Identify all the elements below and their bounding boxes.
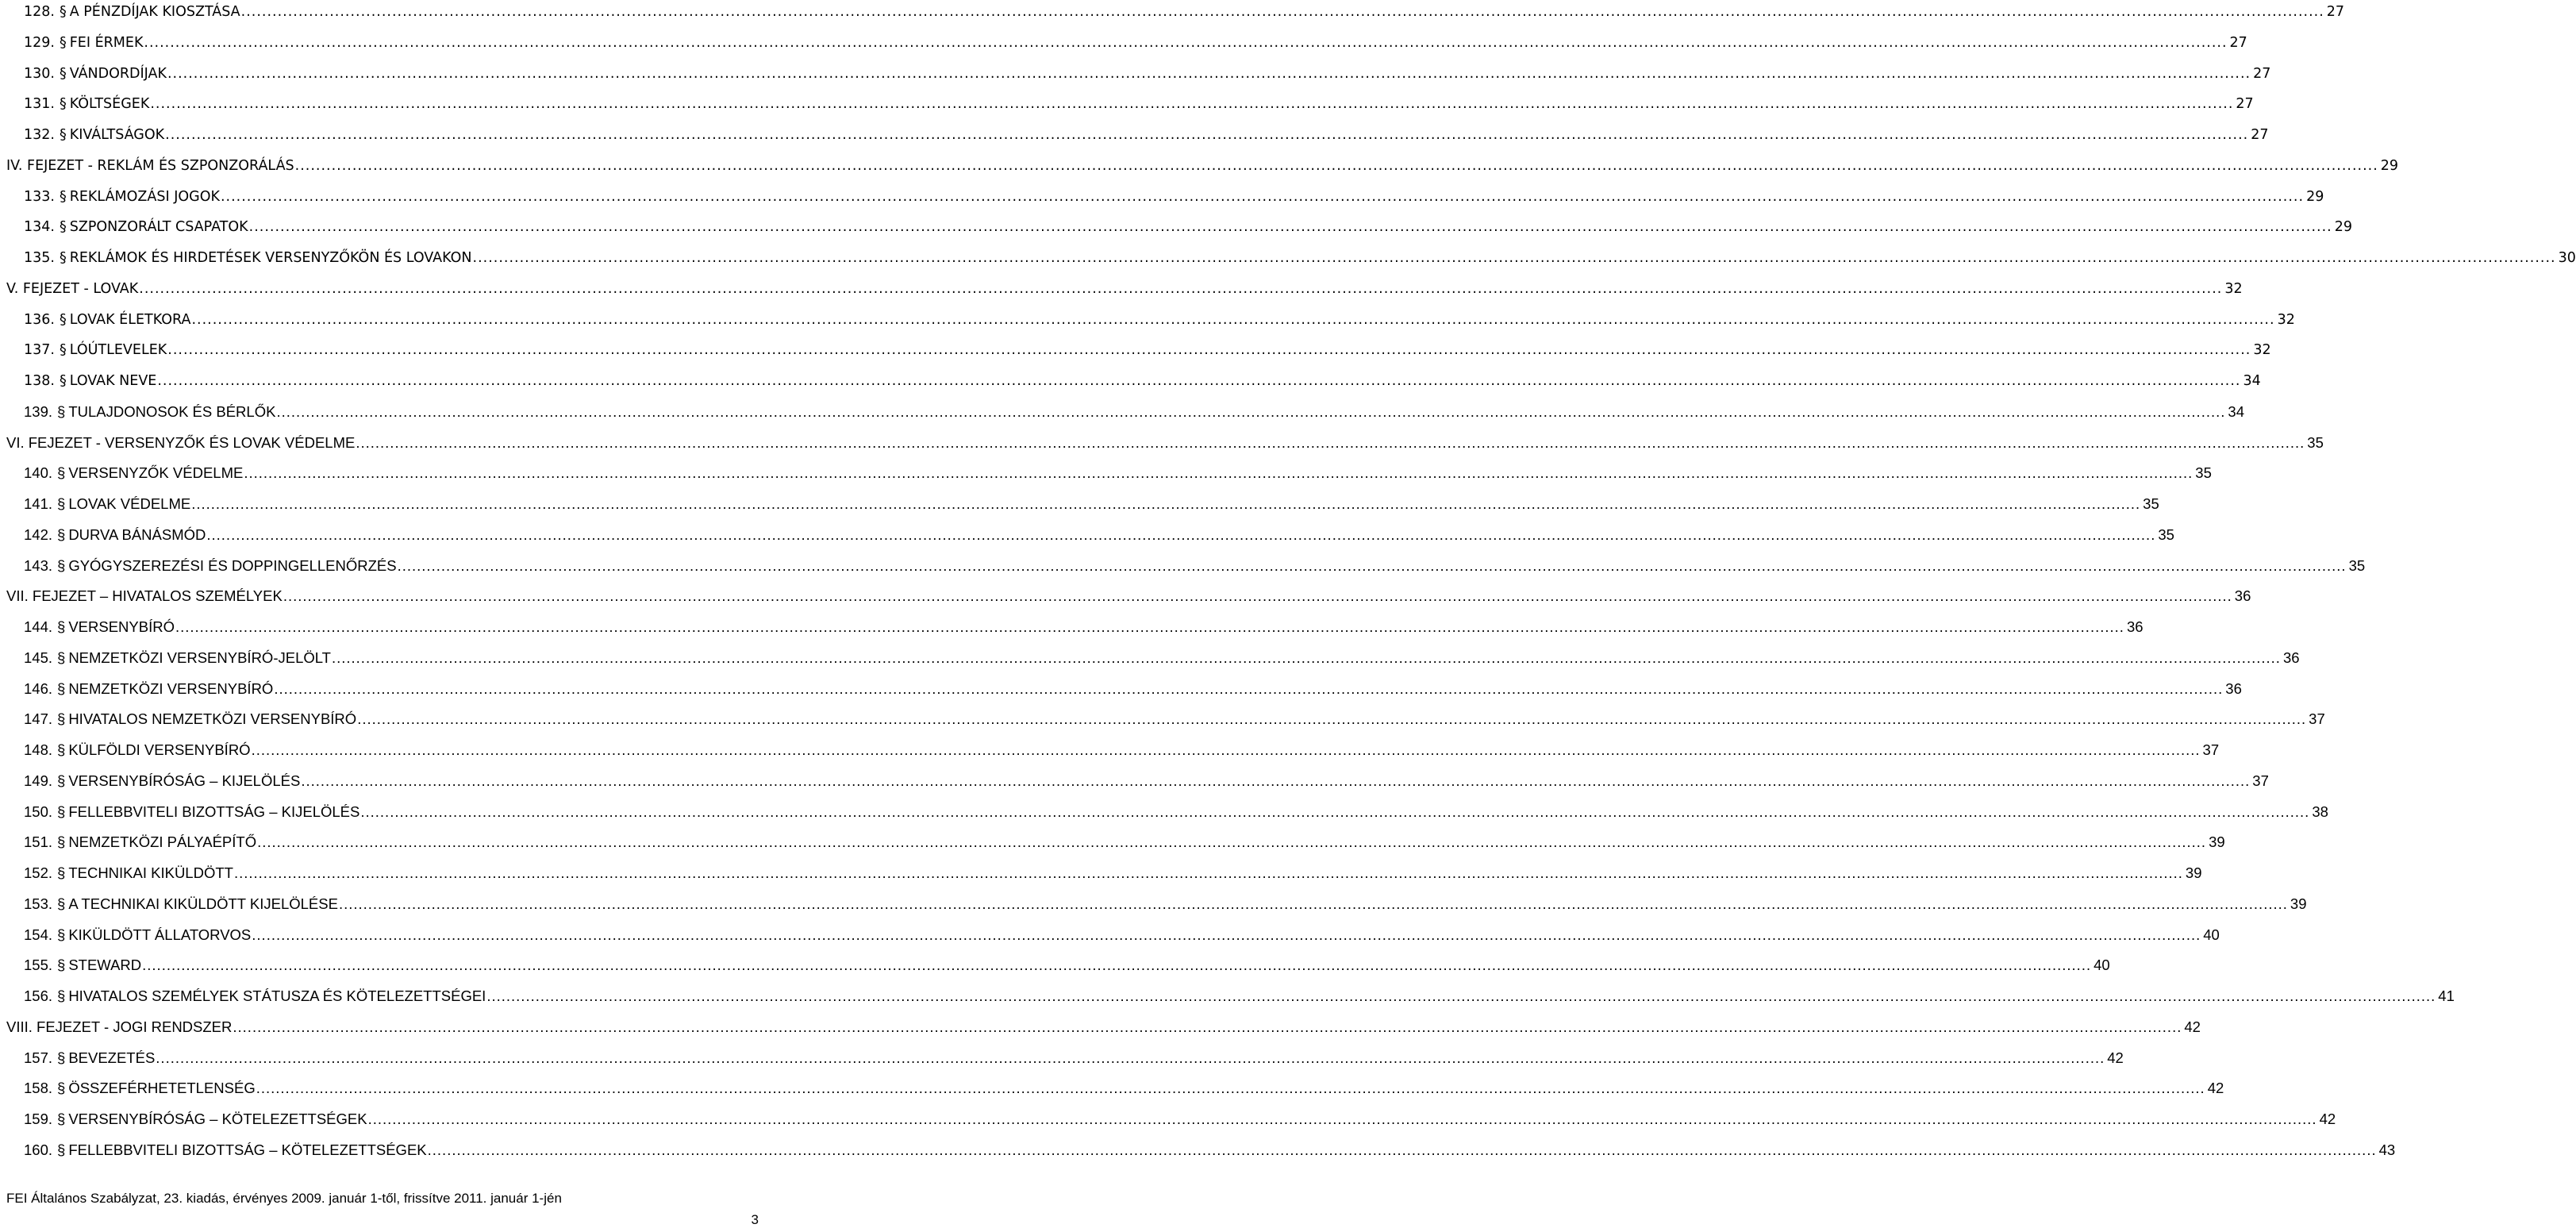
section-number: 151. xyxy=(24,833,53,851)
section-symbol: § xyxy=(57,649,66,666)
toc-section-entry[interactable] xyxy=(24,707,2325,731)
dot-leader: ................................................................................................................................................................................................................................................................................................................................................................................................................ xyxy=(360,803,2310,820)
toc-section-entry[interactable] xyxy=(24,0,2345,24)
section-number: 134. xyxy=(24,219,55,236)
toc-page-number: 42 xyxy=(2319,1111,2336,1127)
toc-entry-title: LOVAK ÉLETKORA xyxy=(69,311,191,328)
toc-entry-title: ÖSSZEFÉRHETETLENSÉG xyxy=(68,1080,256,1097)
dot-leader: ................................................................................................................................................................................................................................................................................................................................................................................................................ xyxy=(486,987,2436,1004)
section-number: 155. xyxy=(24,957,53,974)
section-number: 146. xyxy=(24,679,53,697)
toc-entry-title: KÖLTSÉGEK xyxy=(69,96,150,113)
section-number: 131. xyxy=(24,96,55,113)
toc-page-number: 39 xyxy=(2209,833,2225,851)
toc-page-number: 29 xyxy=(2380,157,2399,174)
toc-section-entry[interactable] xyxy=(24,461,2212,485)
toc-entry-title: V. FEJEZET - LOVAK xyxy=(6,280,139,297)
toc-entry-title: KIVÁLTSÁGOK xyxy=(69,127,165,143)
toc-entry-title: TECHNIKAI KIKÜLDÖTT xyxy=(68,864,233,881)
section-symbol: § xyxy=(59,188,67,205)
toc-page-number: 34 xyxy=(2243,373,2261,389)
section-symbol: § xyxy=(59,65,67,82)
toc-section-entry[interactable] xyxy=(24,308,2295,332)
toc-page-number: 43 xyxy=(2378,1141,2396,1158)
toc-page-number: 32 xyxy=(2277,311,2295,328)
dot-leader: ................................................................................................................................................................................................................................................................................................................................................................................................................ xyxy=(220,188,2305,205)
dot-leader: ................................................................................................................................................................................................................................................................................................................................................................................................................ xyxy=(191,311,2275,328)
toc-entry-title: FELLEBBVITELI BIZOTTSÁG – KIJELÖLÉS xyxy=(68,803,360,820)
toc-entry-title: NEMZETKÖZI VERSENYBÍRÓ xyxy=(68,679,274,697)
toc-chapter-entry[interactable] xyxy=(6,277,2243,301)
toc-section-entry[interactable] xyxy=(24,523,2174,547)
section-number: 130. xyxy=(24,65,55,82)
toc-page-number: 40 xyxy=(2093,957,2110,974)
toc-page-number: 42 xyxy=(2107,1049,2124,1066)
section-symbol: § xyxy=(59,373,67,389)
section-number: 128. xyxy=(24,4,55,20)
toc-chapter-entry[interactable] xyxy=(6,584,2251,608)
toc-section-entry[interactable] xyxy=(24,677,2242,701)
dot-leader: ................................................................................................................................................................................................................................................................................................................................................................................................................ xyxy=(167,342,2251,359)
section-symbol: § xyxy=(57,1049,66,1066)
toc-page-number: 27 xyxy=(2229,34,2247,51)
toc-page-number: 32 xyxy=(2253,342,2271,359)
toc-entry-title: VERSENYBÍRÓSÁG – KIJELÖLÉS xyxy=(68,772,301,789)
section-number: 129. xyxy=(24,34,55,51)
toc-section-entry[interactable] xyxy=(24,400,2244,424)
toc-chapter-entry[interactable] xyxy=(6,154,2399,178)
dot-leader: ................................................................................................................................................................................................................................................................................................................................................................................................................ xyxy=(356,433,2305,451)
section-number: 158. xyxy=(24,1080,53,1097)
section-symbol: § xyxy=(57,1080,66,1097)
dot-leader: ................................................................................................................................................................................................................................................................................................................................................................................................................ xyxy=(167,65,2251,82)
toc-page-number: 36 xyxy=(2225,679,2242,697)
toc-section-entry[interactable] xyxy=(24,1076,2224,1100)
section-symbol: § xyxy=(59,127,67,143)
section-symbol: § xyxy=(57,618,66,635)
toc-entry-title: VIII. FEJEZET - JOGI RENDSZER xyxy=(6,1018,233,1035)
toc-entry-title: REKLÁMOK ÉS HIRDETÉSEK VERSENYZŐKÖN ÉS LOVAKON xyxy=(69,250,472,266)
toc-entry-title: VERSENYBÍRÓSÁG – KÖTELEZETTSÉGEK xyxy=(68,1111,367,1127)
page-footer: FEI Általános Szabályzat, 23. kiadás, érvényes 2009. január 1-től, frissítve 2011. január 1-jén xyxy=(6,1191,562,1206)
section-symbol: § xyxy=(59,4,67,20)
toc-entry-title: A TECHNIKAI KIKÜLDÖTT KIJELÖLÉSE xyxy=(68,895,338,912)
dot-leader: ................................................................................................................................................................................................................................................................................................................................................................................................................ xyxy=(397,556,2347,574)
section-number: 139. xyxy=(24,402,53,420)
section-symbol: § xyxy=(59,34,67,51)
section-symbol: § xyxy=(57,710,66,728)
toc-entry-title: VII. FEJEZET – HIVATALOS SZEMÉLYEK xyxy=(6,587,283,605)
toc-section-entry[interactable] xyxy=(24,492,2159,516)
dot-leader: ................................................................................................................................................................................................................................................................................................................................................................................................................ xyxy=(338,895,2288,912)
section-number: 157. xyxy=(24,1049,53,1066)
section-number: 147. xyxy=(24,710,53,728)
toc-entry-title: IV. FEJEZET - REKLÁM ÉS SZPONZORÁLÁS xyxy=(6,157,294,174)
toc-page-number: 29 xyxy=(2306,188,2324,205)
toc-section-entry[interactable] xyxy=(24,892,2307,916)
section-symbol: § xyxy=(57,987,66,1004)
toc-page-number: 29 xyxy=(2334,219,2353,236)
toc-entry-title: A PÉNZDÍJAK KIOSZTÁSA xyxy=(69,4,240,20)
toc-section-entry[interactable] xyxy=(24,830,2225,854)
toc-page-number: 35 xyxy=(2348,556,2366,574)
page-number: 3 xyxy=(751,1212,759,1227)
dot-leader: ................................................................................................................................................................................................................................................................................................................................................................................................................ xyxy=(256,1080,2205,1097)
dot-leader: ................................................................................................................................................................................................................................................................................................................................................................................................................ xyxy=(206,525,2156,543)
toc-entry-title: FELLEBBVITELI BIZOTTSÁG – KÖTELEZETTSÉGEK xyxy=(68,1141,427,1158)
section-symbol: § xyxy=(59,250,67,266)
toc-page-number: 35 xyxy=(2195,464,2212,482)
section-number: 145. xyxy=(24,649,53,666)
dot-leader: ................................................................................................................................................................................................................................................................................................................................................................................................................ xyxy=(283,587,2232,605)
section-number: 159. xyxy=(24,1111,53,1127)
toc-entry-title: VÁNDORDÍJAK xyxy=(69,65,167,82)
section-number: 141. xyxy=(24,495,53,512)
toc-section-entry[interactable] xyxy=(24,953,2110,977)
toc-page-number: 38 xyxy=(2312,803,2328,820)
section-symbol: § xyxy=(59,96,67,113)
toc-page-number: 35 xyxy=(2307,433,2324,451)
toc-page-number: 39 xyxy=(2185,864,2202,881)
toc-page-number: 36 xyxy=(2282,649,2300,666)
dot-leader: ................................................................................................................................................................................................................................................................................................................................................................................................................ xyxy=(139,280,2223,297)
toc-page-number: 27 xyxy=(2251,127,2269,143)
toc-entry-title: SZPONZORÁLT CSAPATOK xyxy=(69,219,248,236)
toc-entry-title: GYÓGYSZEREZÉSI ÉS DOPPINGELLENŐRZÉS xyxy=(68,556,397,574)
section-number: 153. xyxy=(24,895,53,912)
dot-leader: ................................................................................................................................................................................................................................................................................................................................................................................................................ xyxy=(248,219,2332,236)
section-symbol: § xyxy=(59,219,67,236)
toc-entry-title: NEMZETKÖZI PÁLYAÉPÍTŐ xyxy=(68,833,257,851)
toc-page-number: 27 xyxy=(2236,96,2254,113)
section-number: 138. xyxy=(24,373,55,389)
section-symbol: § xyxy=(57,895,66,912)
toc-entry-title: VI. FEJEZET - VERSENYZŐK ÉS LOVAK VÉDELME xyxy=(6,433,356,451)
toc-section-entry[interactable] xyxy=(24,185,2324,209)
toc-section-entry[interactable] xyxy=(24,62,2271,86)
section-symbol: § xyxy=(57,525,66,543)
section-number: 135. xyxy=(24,250,55,266)
section-symbol: § xyxy=(59,342,67,359)
toc-entry-title: LÓÚTLEVELEK xyxy=(69,342,167,359)
section-number: 133. xyxy=(24,188,55,205)
dot-leader: ................................................................................................................................................................................................................................................................................................................................................................................................................ xyxy=(301,772,2251,789)
toc-page-number: 42 xyxy=(2207,1080,2224,1097)
toc-page-number: 37 xyxy=(2202,741,2220,758)
toc-entry-title: FEI ÉRMEK xyxy=(69,34,144,51)
toc-section-entry[interactable] xyxy=(24,1046,2124,1070)
dot-leader: ................................................................................................................................................................................................................................................................................................................................................................................................................ xyxy=(244,464,2193,482)
section-symbol: § xyxy=(57,464,66,482)
dot-leader: ................................................................................................................................................................................................................................................................................................................................................................................................................ xyxy=(472,250,2556,266)
toc-section-entry[interactable] xyxy=(24,923,2220,947)
section-symbol: § xyxy=(57,556,66,574)
section-number: 142. xyxy=(24,525,53,543)
toc-page-number: 27 xyxy=(2326,4,2345,20)
toc-page-number: 34 xyxy=(2228,402,2244,420)
toc-entry-title: VERSENYZŐK VÉDELME xyxy=(68,464,244,482)
toc-section-entry[interactable] xyxy=(24,554,2366,578)
toc-entry-title: REKLÁMOZÁSI JOGOK xyxy=(69,188,220,205)
toc-page-number: 35 xyxy=(2143,495,2159,512)
section-symbol: § xyxy=(57,495,66,512)
dot-leader: ................................................................................................................................................................................................................................................................................................................................................................................................................ xyxy=(427,1141,2377,1158)
dot-leader: ................................................................................................................................................................................................................................................................................................................................................................................................................ xyxy=(233,864,2183,881)
section-symbol: § xyxy=(57,864,66,881)
section-symbol: § xyxy=(57,957,66,974)
toc-section-entry[interactable] xyxy=(24,338,2271,362)
toc-section-entry[interactable] xyxy=(24,215,2353,239)
toc-chapter-entry[interactable] xyxy=(6,1015,2201,1039)
section-number: 140. xyxy=(24,464,53,482)
dot-leader: ................................................................................................................................................................................................................................................................................................................................................................................................................ xyxy=(331,649,2281,666)
dot-leader: ................................................................................................................................................................................................................................................................................................................................................................................................................ xyxy=(175,618,2124,635)
toc-section-entry[interactable] xyxy=(24,984,2455,1008)
section-symbol: § xyxy=(57,679,66,697)
dot-leader: ................................................................................................................................................................................................................................................................................................................................................................................................................ xyxy=(367,1111,2317,1127)
toc-section-entry[interactable] xyxy=(24,646,2300,670)
toc-entry-title: NEMZETKÖZI VERSENYBÍRÓ-JELÖLT xyxy=(68,649,331,666)
section-number: 137. xyxy=(24,342,55,359)
section-symbol: § xyxy=(57,803,66,820)
toc-entry-title: LOVAK NEVE xyxy=(69,373,157,389)
dot-leader: ................................................................................................................................................................................................................................................................................................................................................................................................................ xyxy=(233,1018,2182,1035)
dot-leader: ................................................................................................................................................................................................................................................................................................................................................................................................................ xyxy=(157,373,2241,389)
toc-page-number: 36 xyxy=(2234,587,2251,605)
toc-section-entry[interactable] xyxy=(24,1138,2396,1162)
toc-page-number: 27 xyxy=(2253,65,2271,82)
toc-page-number: 37 xyxy=(2252,772,2269,789)
dot-leader: ................................................................................................................................................................................................................................................................................................................................................................................................................ xyxy=(252,926,2201,943)
section-symbol: § xyxy=(57,926,66,943)
dot-leader: ................................................................................................................................................................................................................................................................................................................................................................................................................ xyxy=(357,710,2307,728)
toc-section-entry[interactable] xyxy=(24,800,2328,824)
toc-section-entry[interactable] xyxy=(24,1107,2336,1131)
toc-section-entry[interactable] xyxy=(24,738,2220,762)
toc-chapter-entry[interactable] xyxy=(6,431,2324,455)
dot-leader: ................................................................................................................................................................................................................................................................................................................................................................................................................ xyxy=(156,1049,2105,1066)
section-number: 132. xyxy=(24,127,55,143)
toc-page-number: 42 xyxy=(2184,1018,2201,1035)
toc-entry-title: KIKÜLDÖTT ÁLLATORVOS xyxy=(68,926,252,943)
dot-leader: ................................................................................................................................................................................................................................................................................................................................................................................................................ xyxy=(274,679,2224,697)
toc-entry-title: VERSENYBÍRÓ xyxy=(68,618,175,635)
toc-section-entry[interactable] xyxy=(24,861,2202,885)
toc-page-number: 37 xyxy=(2309,710,2325,728)
toc-entry-title: STEWARD xyxy=(68,957,142,974)
section-symbol: § xyxy=(59,311,67,328)
toc-entry-title: HIVATALOS NEMZETKÖZI VERSENYBÍRÓ xyxy=(68,710,357,728)
toc-entry-title: BEVEZETÉS xyxy=(68,1049,156,1066)
section-symbol: § xyxy=(57,741,66,758)
toc-section-entry[interactable] xyxy=(24,369,2261,393)
section-number: 148. xyxy=(24,741,53,758)
toc-page-number: 30 xyxy=(2558,250,2576,266)
toc-page-number: 36 xyxy=(2126,618,2143,635)
dot-leader: ................................................................................................................................................................................................................................................................................................................................................................................................................ xyxy=(165,127,2249,143)
toc-section-entry[interactable] xyxy=(24,769,2269,793)
dot-leader: ................................................................................................................................................................................................................................................................................................................................................................................................................ xyxy=(257,833,2207,851)
section-number: 136. xyxy=(24,311,55,328)
dot-leader: ................................................................................................................................................................................................................................................................................................................................................................................................................ xyxy=(191,495,2141,512)
section-number: 160. xyxy=(24,1141,53,1158)
dot-leader: ................................................................................................................................................................................................................................................................................................................................................................................................................ xyxy=(276,402,2226,420)
section-number: 156. xyxy=(24,987,53,1004)
toc-page-number: 35 xyxy=(2158,525,2174,543)
section-number: 150. xyxy=(24,803,53,820)
toc-section-entry[interactable] xyxy=(24,123,2269,147)
dot-leader: ................................................................................................................................................................................................................................................................................................................................................................................................................ xyxy=(294,157,2378,174)
dot-leader: ................................................................................................................................................................................................................................................................................................................................................................................................................ xyxy=(144,34,2228,51)
toc-page-number: 39 xyxy=(2290,895,2307,912)
toc-section-entry[interactable] xyxy=(24,246,2576,270)
toc-entry-title: TULAJDONOSOK ÉS BÉRLŐK xyxy=(68,402,276,420)
toc-entry-title: LOVAK VÉDELME xyxy=(68,495,191,512)
section-number: 152. xyxy=(24,864,53,881)
section-symbol: § xyxy=(57,772,66,789)
section-symbol: § xyxy=(57,833,66,851)
section-number: 149. xyxy=(24,772,53,789)
section-number: 143. xyxy=(24,556,53,574)
dot-leader: ................................................................................................................................................................................................................................................................................................................................................................................................................ xyxy=(251,741,2201,758)
section-number: 144. xyxy=(24,618,53,635)
dot-leader: ................................................................................................................................................................................................................................................................................................................................................................................................................ xyxy=(240,4,2324,20)
toc-entry-title: KÜLFÖLDI VERSENYBÍRÓ xyxy=(68,741,251,758)
dot-leader: ................................................................................................................................................................................................................................................................................................................................................................................................................ xyxy=(142,957,2092,974)
section-symbol: § xyxy=(57,1141,66,1158)
toc-section-entry[interactable] xyxy=(24,615,2143,639)
toc-section-entry[interactable] xyxy=(24,31,2247,55)
toc-section-entry[interactable] xyxy=(24,92,2254,116)
toc-page-number: 41 xyxy=(2438,987,2455,1004)
section-symbol: § xyxy=(57,402,66,420)
toc-page-number: 32 xyxy=(2224,280,2243,297)
toc-page-number: 40 xyxy=(2203,926,2220,943)
dot-leader: ................................................................................................................................................................................................................................................................................................................................................................................................................ xyxy=(150,96,2234,113)
toc-entry-title: HIVATALOS SZEMÉLYEK STÁTUSZA ÉS KÖTELEZETTSÉGEI xyxy=(68,987,486,1004)
toc-entry-title: DURVA BÁNÁSMÓD xyxy=(68,525,206,543)
section-number: 154. xyxy=(24,926,53,943)
section-symbol: § xyxy=(57,1111,66,1127)
